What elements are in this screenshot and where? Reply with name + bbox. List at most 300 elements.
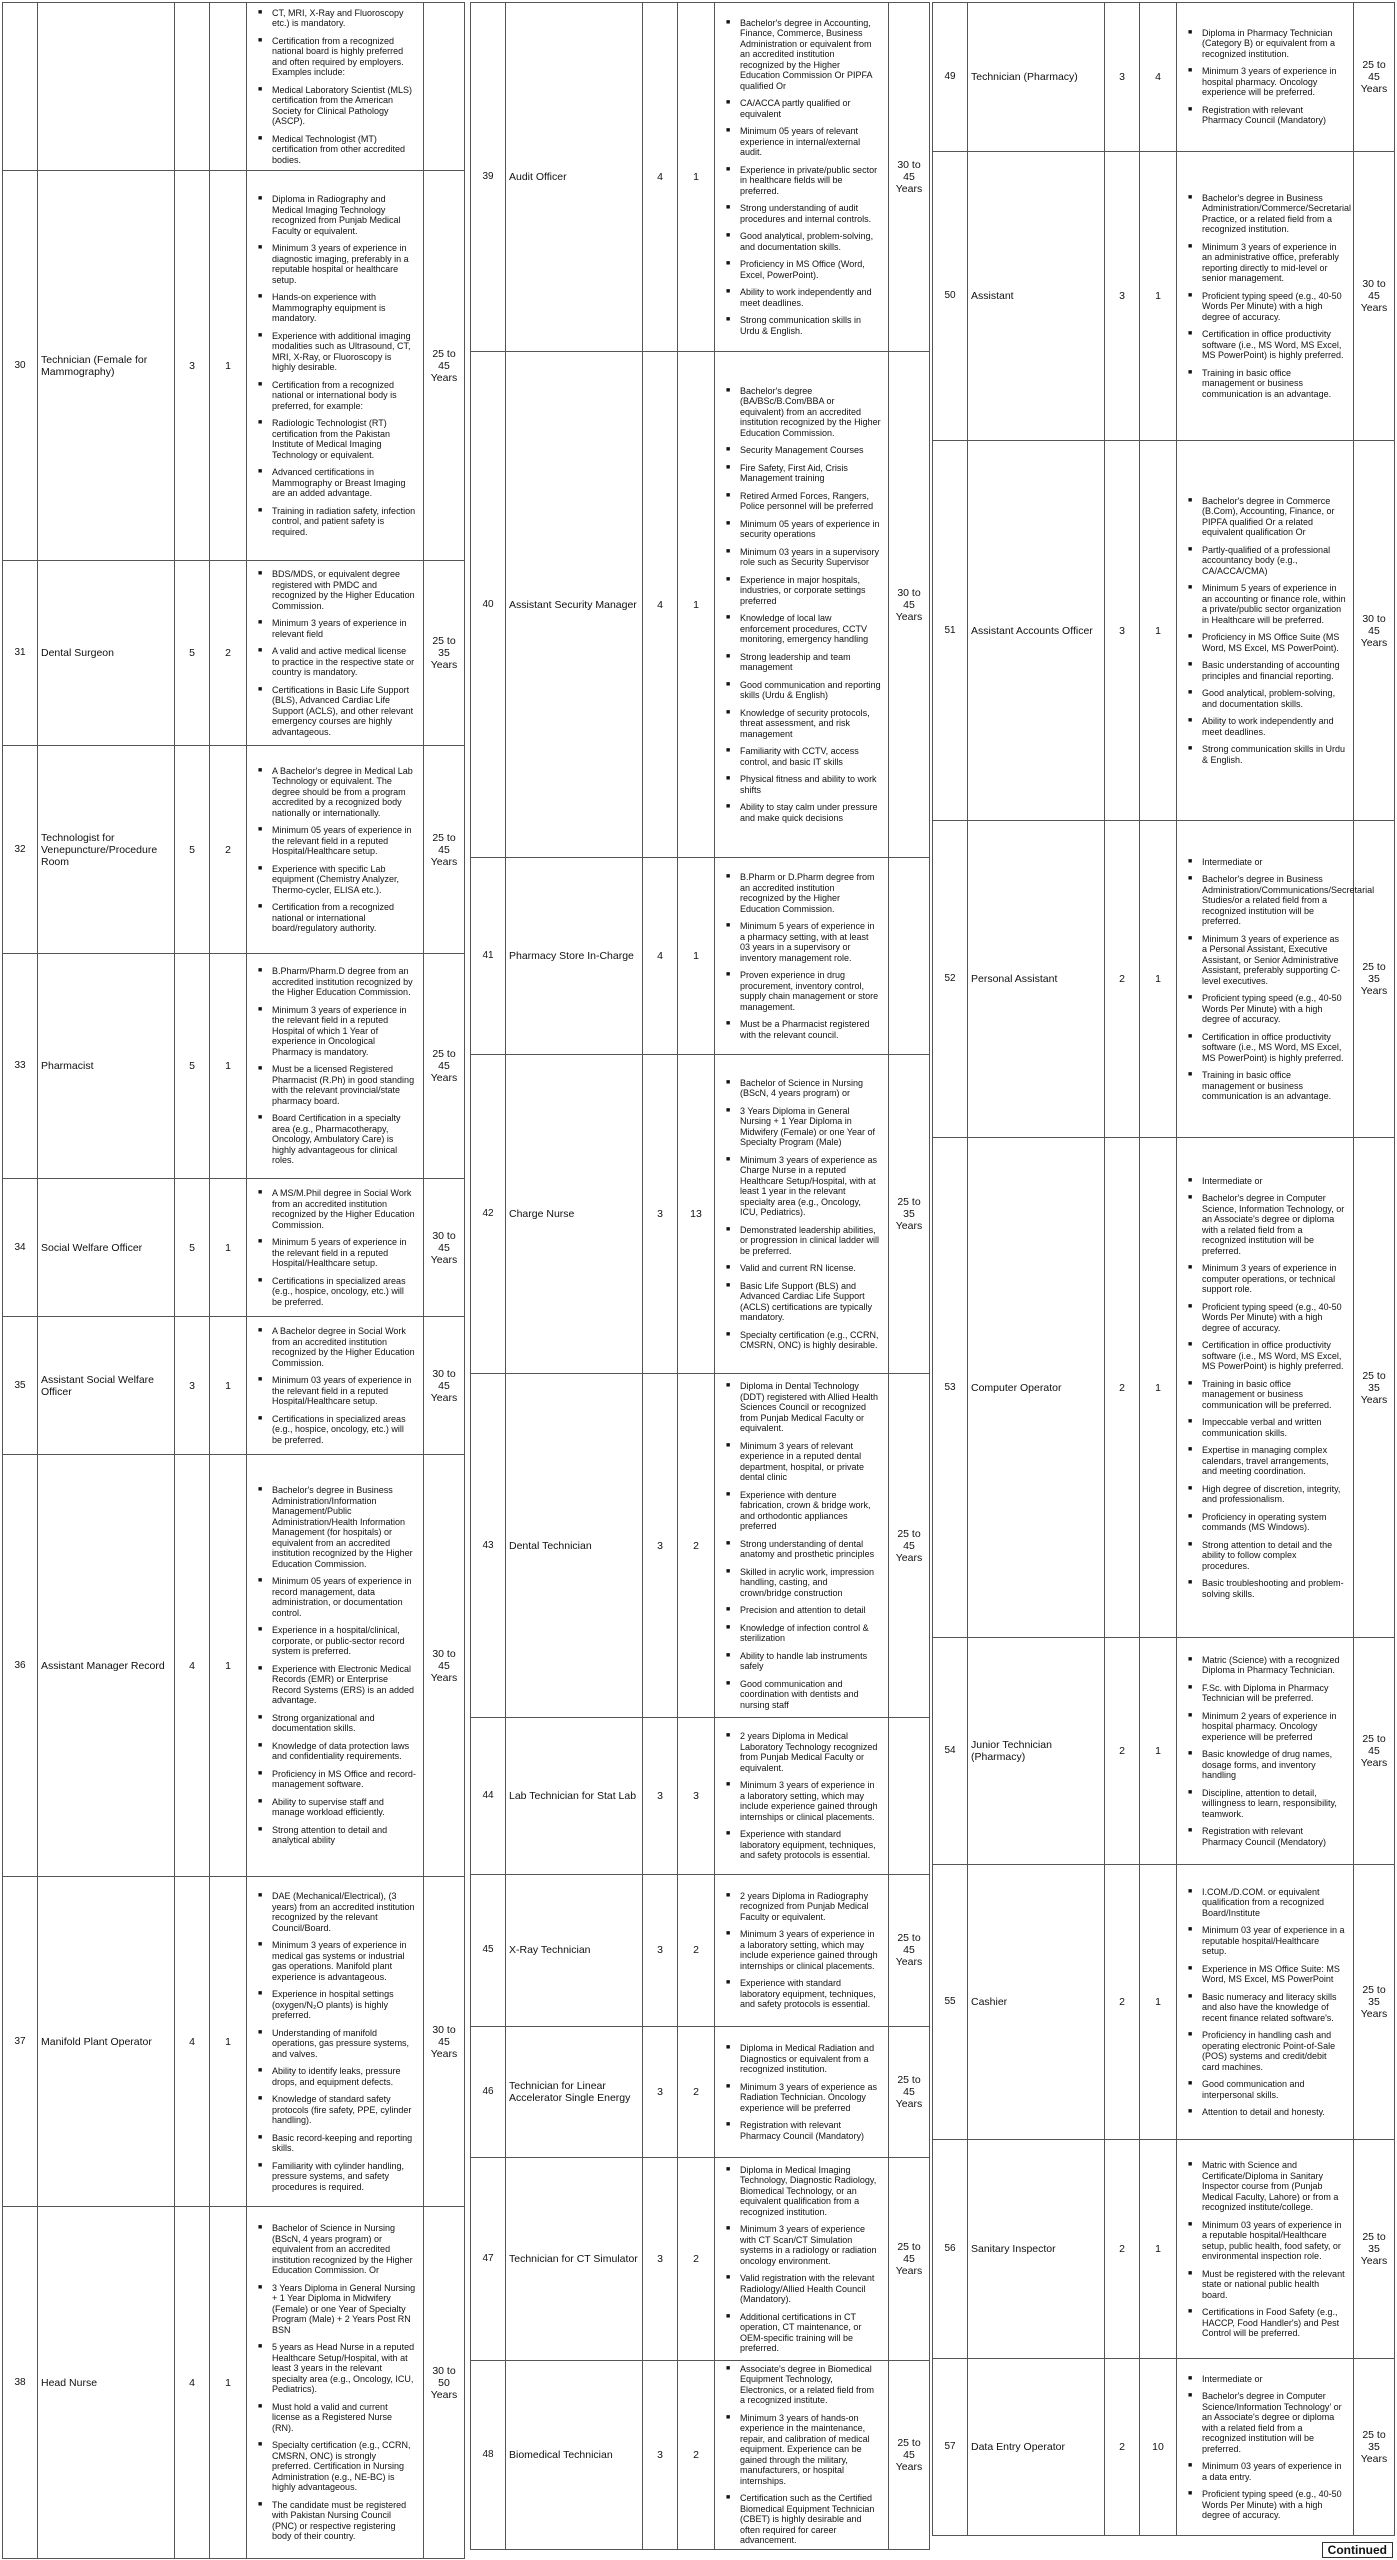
requirement-item: ■ Minimum 3 years of experience in medical gas systems or industrial gas operations. Manifold plant experience is advantageous. (272, 1940, 416, 1982)
requirements-list (1180, 1653, 1350, 1850)
requirements-cell (715, 858, 889, 1055)
requirement-item: ■ Valid registration with the relevant Radiology/Allied Health Council (Mandatory). (740, 2273, 881, 2305)
post-name-cell: Assistant Security Manager (506, 352, 643, 858)
seats-cell: 3 (175, 1317, 210, 1455)
seats-cell: 5 (175, 561, 210, 746)
requirement-item: ■ Familiarity with cylinder handling, pressure systems, and safety procedures is required. (272, 2161, 416, 2193)
age-limit-cell: 25 to 35 Years (1354, 2359, 1395, 2536)
requirement-item: ■ Experience in hospital settings (oxygen/N₂O plants) is highly preferred. (272, 1989, 416, 2021)
serial-number-cell: 33 (3, 954, 38, 1179)
requirement-item: ■ Bachelor's degree in Business Administration/Commerce/Secretarial Practice, or a related field from a recognized institution. (1202, 193, 1346, 235)
requirement-item: ■ Certification from a recognized national or international body is preferred, for example: (272, 380, 416, 412)
requirement-item: ■ Minimum 3 years of experience as Charge Nurse in a reputed Healthcare Setup/Hospital, with at least 1 year in the relevant specialty area (e.g., Oncology, ICU, Pediatrics). (740, 1155, 881, 1218)
requirement-item: ■ Diploma in Medical Imaging Technology, Diagnostic Radiology, Biomedical Technology, or an equivalent qualification from a recognized institution. (740, 2165, 881, 2218)
requirements-list (250, 2221, 420, 2544)
age-limit-cell: 25 to 45 Years (889, 2360, 930, 2549)
requirement-item: ■ Proficiency in MS Office Suite (MS Word, MS Excel, MS PowerPoint). (1202, 632, 1346, 653)
requirements-cell (715, 1055, 889, 1374)
requirement-item: ■ Experience in private/public sector in healthcare fields will be preferred. (740, 165, 881, 197)
seats-cell: 4 (643, 858, 678, 1055)
table-row (933, 151, 1395, 440)
requirement-item: ■ Security Management Courses (740, 445, 881, 456)
vacancies-cell: 2 (678, 2026, 715, 2158)
requirement-item: ■ Ability to handle lab instruments safely (740, 1651, 881, 1672)
requirements-cell (247, 2207, 424, 2559)
seats-cell: 2 (1105, 1637, 1140, 1864)
requirements-list (250, 567, 420, 739)
age-limit-cell: 30 to 45 Years (424, 1179, 465, 1317)
requirement-item: ■ Skilled in acrylic work, impression handling, casting, and crown/bridge construction (740, 1567, 881, 1599)
requirement-item: ■ Minimum 3 years of hands-on experience in the maintenance, repair, and calibration of medical equipment. Experience can be gained through the military, manufacturers, or hospital internships. (740, 2413, 881, 2487)
requirements-list (1180, 2158, 1350, 2341)
post-name-cell: Audit Officer (506, 3, 643, 352)
requirement-item: ■ Physical fitness and ability to work shifts (740, 774, 881, 795)
vacancies-cell: 1 (1140, 1138, 1177, 1638)
serial-number-cell: 44 (471, 1718, 506, 1875)
requirement-item: ■ Valid and current RN license. (740, 1263, 881, 1274)
requirement-item: ■ Bachelor's degree (BA/BSc/B.Com/BBA or equivalent) from an accredited institution recognized by the Higher Education Commission. (740, 386, 881, 439)
requirements-list (1180, 494, 1350, 768)
table-row (471, 3, 930, 352)
requirement-item: ■ Ability to work independently and meet deadlines. (1202, 716, 1346, 737)
table-row (933, 1138, 1395, 1638)
requirement-item: ■ Certification from a recognized national board is highly preferred and often required by employers. Examples include: (272, 36, 416, 78)
requirements-cell (1177, 441, 1354, 821)
requirements-cell (1177, 2359, 1354, 2536)
requirements-cell (715, 1875, 889, 2027)
requirement-item: ■ Strong communication skills in Urdu & English. (740, 315, 881, 336)
requirement-item: ■ Additional certifications in CT operation, CT maintenance, or OEM-specific training will be preferred. (740, 2312, 881, 2354)
requirement-item: ■ Certifications in Basic Life Support (BLS), Advanced Cardiac Life Support (ACLS), and other relevant emergency courses are highly advantageous. (272, 685, 416, 738)
vacancies-cell: 1 (678, 3, 715, 352)
requirement-item: ■ BDS/MDS, or equivalent degree registered with PMDC and recognized by the Higher Education Commission. (272, 569, 416, 611)
table-row (3, 1317, 465, 1455)
requirement-item: ■ Minimum 3 years of relevant experience in a reputed dental department, hospital, or private dental clinic (740, 1441, 881, 1483)
requirement-item: ■ Minimum 5 years of experience in the relevant field in a reputed Hospital/Healthcare setup. (272, 1237, 416, 1269)
requirement-item: ■ Minimum 03 years in a supervisory role such as Security Supervisor (740, 547, 881, 568)
requirement-item: ■ Minimum 05 years of relevant experience in internal/external audit. (740, 126, 881, 158)
seats-cell: 2 (1105, 2140, 1140, 2359)
age-limit-cell: 30 to 45 Years (424, 1317, 465, 1455)
requirements-list (250, 1889, 420, 2194)
requirement-item: ■ Understanding of manifold operations, gas pressure systems, and valves. (272, 2028, 416, 2060)
seats-cell: 2 (1105, 1864, 1140, 2140)
requirement-item: ■ Fire Safety, First Aid, Crisis Management training (740, 463, 881, 484)
post-name-cell: Technician (Pharmacy) (968, 3, 1105, 152)
requirements-cell (715, 352, 889, 858)
requirement-item: ■ Basic Life Support (BLS) and Advanced Cardiac Life Support (ACLS) certifications are typically mandatory. (740, 1281, 881, 1323)
requirement-item: ■ Bachelor's degree in Computer Science, Information Technology, or an Associate's degree or diploma with a related field from a recognized institution will be preferred. (1202, 1193, 1346, 1256)
requirements-cell (247, 1455, 424, 1877)
requirement-item: ■ Knowledge of standard safety protocols (fire safety, PPE, cylinder handling). (272, 2094, 416, 2126)
requirement-item: ■ Attention to detail and honesty. (1202, 2107, 1346, 2118)
requirements-cell (715, 2026, 889, 2158)
requirement-item: ■ Matric (Science) with a recognized Diploma in Pharmacy Technician. (1202, 1655, 1346, 1676)
requirement-item: ■ Must be a licensed Registered Pharmacist (R.Ph) in good standing with the relevant provincial/state pharmacy board. (272, 1064, 416, 1106)
serial-number-cell: 37 (3, 1877, 38, 2207)
requirement-item: ■ Strong communication skills in Urdu & English. (1202, 744, 1346, 765)
serial-number-cell: 41 (471, 858, 506, 1055)
post-name-cell: Pharmacist (38, 954, 175, 1179)
serial-number-cell: 53 (933, 1138, 968, 1638)
requirement-item: ■ Certifications in specialized areas (e.g., hospice, oncology, etc.) will be preferred. (272, 1276, 416, 1308)
requirement-item: ■ Minimum 3 years of experience with CT Scan/CT Simulation systems in a radiology or radiation oncology environment. (740, 2224, 881, 2266)
requirement-item: ■ Partly-qualified of a professional accountancy body (e.g., CA/ACCA/CMA) (1202, 545, 1346, 577)
requirement-item: ■ Experience with denture fabrication, crown & bridge work, and orthodontic appliances preferred (740, 1490, 881, 1532)
requirement-item: ■ Basic record-keeping and reporting skills. (272, 2133, 416, 2154)
requirements-cell (247, 3, 424, 171)
vacancies-cell: 1 (210, 1455, 247, 1877)
requirement-item: ■ Certification such as the Certified Biomedical Equipment Technician (CBET) is highly desirable and often required for career advancement. (740, 2493, 881, 2546)
requirement-item: ■ Basic troubleshooting and problem-solving skills. (1202, 1578, 1346, 1599)
requirement-item: ■ Proficient typing speed (e.g., 40-50 Words Per Minute) with a high degree of accuracy. (1202, 1302, 1346, 1334)
table-row (933, 2359, 1395, 2536)
requirement-item: ■ Discipline, attention to detail, willingness to learn, responsibility, teamwork. (1202, 1788, 1346, 1820)
requirement-item: ■ Minimum 3 years of experience in a laboratory setting, which may include experience gained through internships or clinical placements. (740, 1780, 881, 1822)
requirement-item: ■ Basic understanding of accounting principles and financial reporting. (1202, 660, 1346, 681)
post-name-cell: Technician (Female for Mammography) (38, 171, 175, 561)
age-limit-cell: 30 to 45 Years (1354, 441, 1395, 821)
post-name-cell: Dental Technician (506, 1374, 643, 1718)
requirement-item: ■ Strong understanding of dental anatomy and prosthetic principles (740, 1539, 881, 1560)
requirement-item: ■ Diploma in Dental Technology (DDT) registered with Allied Health Sciences Council or recognized from Punjab Medical Faculty or equivalent. (740, 1381, 881, 1434)
requirement-item: ■ Advanced certifications in Mammography or Breast Imaging are an added advantage. (272, 467, 416, 499)
seats-cell: 3 (175, 171, 210, 561)
requirements-list (718, 1729, 885, 1863)
vacancies-cell: 2 (678, 1875, 715, 2027)
requirement-item: ■ Certification in office productivity software (i.e., MS Word, MS Excel, MS PowerPoint) is highly preferred. (1202, 1340, 1346, 1372)
vacancies-cell: 1 (210, 2207, 247, 2559)
requirement-item: ■ Intermediate or (1202, 1176, 1346, 1187)
requirement-item: ■ Proficient typing speed (e.g., 40-50 Words Per Minute) with a high degree of accuracy. (1202, 2489, 1346, 2521)
requirement-item: ■ Proficiency in handling cash and operating electronic Point-of-Sale (POS) systems and credit/debit card machines. (1202, 2030, 1346, 2072)
seats-cell: 2 (1105, 2359, 1140, 2536)
requirements-list (718, 2041, 885, 2143)
vacancies-cell: 2 (678, 1374, 715, 1718)
table-column-1 (2, 2, 465, 2558)
age-limit-cell: 25 to 45 Years (889, 1374, 930, 1718)
requirement-item: ■ B.Pharm/Pharm.D degree from an accredited institution recognized by the Higher Education Commission. (272, 966, 416, 998)
requirement-item: ■ 3 Years Diploma in General Nursing + 1 Year Diploma in Midwifery (Female) or one Year of Specialty Program (Male) (740, 1106, 881, 1148)
requirements-list (1180, 1174, 1350, 1602)
requirements-list (250, 1324, 420, 1447)
requirements-list (250, 764, 420, 936)
seats-cell: 3 (1105, 441, 1140, 821)
serial-number-cell: 57 (933, 2359, 968, 2536)
requirement-item: ■ Ability to supervise staff and manage workload efficiently. (272, 1797, 416, 1818)
requirement-item: ■ Training in basic office management or business communication is an advantage. (1202, 368, 1346, 400)
table-column-3 (932, 2, 1395, 2536)
requirement-item: ■ Experience with specific Lab equipment (Chemistry Analyzer, Thermo-cycler, ELISA etc.). (272, 864, 416, 896)
serial-number-cell: 39 (471, 3, 506, 352)
requirement-item: ■ 3 Years Diploma in General Nursing + 1 Year Diploma in Midwifery (Female) or one Year of Specialty Program (Male) + 2 Years Post RN BSN (272, 2283, 416, 2336)
requirement-item: ■ Associate's degree in Biomedical Equipment Technology, Electronics, or a related field from a recognized institute. (740, 2364, 881, 2406)
requirement-item: ■ Good analytical, problem-solving, and documentation skills. (1202, 688, 1346, 709)
requirement-item: ■ A valid and active medical license to practice in the respective state or country is mandatory. (272, 646, 416, 678)
serial-number-cell: 55 (933, 1864, 968, 2140)
vacancies-cell: 1 (210, 1877, 247, 2207)
serial-number-cell: 30 (3, 171, 38, 561)
requirement-item: ■ Minimum 3 years of experience in relevant field (272, 618, 416, 639)
serial-number-cell: 34 (3, 1179, 38, 1317)
seats-cell: 4 (643, 3, 678, 352)
requirement-item: ■ Intermediate or (1202, 2374, 1346, 2385)
requirement-item: ■ Proven experience in drug procurement, inventory control, supply chain management or store management. (740, 970, 881, 1012)
requirement-item: ■ Medical Technologist (MT) certification from other accredited bodies. (272, 134, 416, 166)
requirement-item: ■ Diploma in Radiography and Medical Imaging Technology recognized from Punjab Medical Faculty or equivalent. (272, 194, 416, 236)
vacancies-cell: 1 (1140, 820, 1177, 1137)
requirement-item: ■ Demonstrated leadership abilities, or progression in clinical ladder will be preferred. (740, 1225, 881, 1257)
requirement-item: ■ Minimum 03 years of experience in a reputable hospital/Healthcare setup, public health, food safety, or environmental inspection role. (1202, 2220, 1346, 2262)
requirement-item: ■ Knowledge of local law enforcement procedures, CCTV monitoring, emergency handling (740, 613, 881, 645)
requirement-item: ■ Minimum 3 years of experience in an administrative office, preferably reporting directly to mid-level or senior management. (1202, 242, 1346, 284)
requirement-item: ■ Must hold a valid and current license as a Registered Nurse (RN). (272, 2402, 416, 2434)
requirement-item: ■ Bachelor's degree in Accounting, Finance, Commerce, Business Administration or equivalent from an accredited institution recognized by the Higher Education Commission Or PIPFA qualified Or (740, 18, 881, 92)
table-row (3, 1179, 465, 1317)
requirement-item: ■ Ability to stay calm under pressure and make quick decisions (740, 802, 881, 823)
requirement-item: ■ Proficiency in operating system commands (MS Windows). (1202, 1512, 1346, 1533)
seats-cell (175, 3, 210, 171)
vacancies-cell: 1 (1140, 151, 1177, 440)
requirement-item: ■ Bachelor's degree in Computer Science/Information Technology’ or an Associate's degree or diploma with a related field from a recognized institution will be preferred. (1202, 2391, 1346, 2454)
post-name-cell: Head Nurse (38, 2207, 175, 2559)
seats-cell: 3 (643, 1055, 678, 1374)
seats-cell: 5 (175, 1179, 210, 1317)
requirements-cell (1177, 2140, 1354, 2359)
requirement-item: ■ Strong attention to detail and the ability to follow complex procedures. (1202, 1540, 1346, 1572)
serial-number-cell: 32 (3, 746, 38, 954)
table-row (3, 2207, 465, 2559)
requirements-cell (1177, 151, 1354, 440)
requirement-item: ■ Minimum 03 years of experience in the relevant field in a reputed Hospital/Healthcare setup. (272, 1375, 416, 1407)
table-row (3, 1455, 465, 1877)
post-name-cell: Personal Assistant (968, 820, 1105, 1137)
requirement-item: ■ Minimum 3 years of experience in hospital pharmacy. Oncology experience will be preferred. (1202, 66, 1346, 98)
seats-cell: 4 (175, 2207, 210, 2559)
requirement-item: ■ Bachelor of Science in Nursing (BScN, 4 years program) or equivalent from an accredited institution recognized by the Higher Education Commission. Or (272, 2223, 416, 2276)
age-limit-cell: 25 to 35 Years (1354, 2140, 1395, 2359)
requirement-item: ■ Registration with relevant Pharmacy Council (Mendatory) (1202, 1826, 1346, 1847)
vacancies-cell: 10 (1140, 2359, 1177, 2536)
requirement-item: ■ Board Certification in a specialty area (e.g., Pharmacotherapy, Oncology, Ambulatory Care) is highly advantageous for clinical roles. (272, 1113, 416, 1166)
table-row (3, 746, 465, 954)
requirements-cell (715, 1374, 889, 1718)
requirement-item: ■ Ability to work independently and meet deadlines. (740, 287, 881, 308)
post-name-cell: Technician for CT Simulator (506, 2158, 643, 2360)
age-limit-cell: 25 to 35 Years (1354, 1138, 1395, 1638)
age-limit-cell: 25 to 45 Years (889, 2158, 930, 2360)
age-limit-cell: 30 to 45 Years (1354, 151, 1395, 440)
requirements-list (718, 2163, 885, 2356)
requirement-item: ■ Expertise in managing complex calendars, travel arrangements, and meeting coordination. (1202, 1445, 1346, 1477)
serial-number-cell: 46 (471, 2026, 506, 2158)
requirement-item: ■ Registration with relevant Pharmacy Council (Mandatory) (1202, 105, 1346, 126)
seats-cell: 3 (1105, 151, 1140, 440)
age-limit-cell: 30 to 45 Years (424, 1877, 465, 2207)
age-limit-cell (889, 1718, 930, 1875)
serial-number-cell: 47 (471, 2158, 506, 2360)
requirement-item: ■ A MS/M.Phil degree in Social Work from an accredited institution recognized by the Higher Education Commission. (272, 1188, 416, 1230)
post-name-cell: Assistant Social Welfare Officer (38, 1317, 175, 1455)
requirement-item: ■ Minimum 5 years of experience in a pharmacy setting, with at least 03 years in a supervisory or inventory management role. (740, 921, 881, 963)
requirement-item: ■ Registration with relevant Pharmacy Council (Mandatory) (740, 2120, 881, 2141)
requirement-item: ■ Minimum 05 years of experience in security operations (740, 519, 881, 540)
requirement-item: ■ Minimum 5 years of experience in an accounting or finance role, within a private/public sector organization in Healthcare will be preferred. (1202, 583, 1346, 625)
post-name-cell: Sanitary Inspector (968, 2140, 1105, 2359)
seats-cell: 3 (643, 2360, 678, 2549)
vacancies-cell: 1 (1140, 1637, 1177, 1864)
requirement-item: ■ Radiologic Technologist (RT) certification from the Pakistan Institute of Medical Imaging Technology or equivalent. (272, 418, 416, 460)
requirements-cell (1177, 1637, 1354, 1864)
requirements-cell (1177, 1138, 1354, 1638)
requirement-item: ■ Minimum 3 years of experience in diagnostic imaging, preferably in a reputable hospital or healthcare setup. (272, 243, 416, 285)
serial-number-cell: 49 (933, 3, 968, 152)
serial-number-cell: 43 (471, 1374, 506, 1718)
requirement-item: ■ Experience in major hospitals, industries, or corporate settings preferred (740, 575, 881, 607)
serial-number-cell: 50 (933, 151, 968, 440)
requirements-cell (247, 171, 424, 561)
requirements-list (250, 1186, 420, 1309)
requirements-list (1180, 1885, 1350, 2120)
requirements-list (250, 6, 420, 168)
seats-cell: 2 (1105, 820, 1140, 1137)
table-row (933, 820, 1395, 1137)
table-row (471, 2360, 930, 2549)
jobs-table (932, 2, 1395, 2536)
requirements-cell (247, 1179, 424, 1317)
age-limit-cell: 30 to 45 Years (889, 352, 930, 858)
vacancies-cell: 2 (678, 2158, 715, 2360)
serial-number-cell (3, 3, 38, 171)
requirement-item: ■ Precision and attention to detail (740, 1605, 881, 1616)
age-limit-cell: 25 to 45 Years (889, 2026, 930, 2158)
serial-number-cell: 42 (471, 1055, 506, 1374)
seats-cell: 3 (643, 1875, 678, 2027)
requirement-item: ■ Good communication and coordination with dentists and nursing staff (740, 1679, 881, 1711)
age-limit-cell: 25 to 45 Years (1354, 1637, 1395, 1864)
age-limit-cell: 25 to 45 Years (424, 954, 465, 1179)
requirement-item: ■ Certification in office productivity software (i.e., MS Word, MS Excel, MS PowerPoint) is highly preferred. (1202, 329, 1346, 361)
post-name-cell: Technologist for Venepuncture/Procedure Room (38, 746, 175, 954)
table-row (471, 1718, 930, 1875)
age-limit-cell: 30 to 45 Years (424, 1455, 465, 1877)
vacancies-cell: 2 (678, 2360, 715, 2549)
requirement-item: ■ B.Pharm or D.Pharm degree from an accredited institution recognized by the Higher Education Commission. (740, 872, 881, 914)
post-name-cell (38, 3, 175, 171)
post-name-cell: Charge Nurse (506, 1055, 643, 1374)
vacancies-cell: 1 (210, 1317, 247, 1455)
post-name-cell: Lab Technician for Stat Lab (506, 1718, 643, 1875)
serial-number-cell: 36 (3, 1455, 38, 1877)
table-row (471, 1055, 930, 1374)
table-row (3, 561, 465, 746)
table-row (3, 3, 465, 171)
requirement-item: ■ High degree of discretion, integrity, and professionalism. (1202, 1484, 1346, 1505)
jobs-table (2, 2, 465, 2559)
seats-cell: 5 (175, 746, 210, 954)
requirement-item: ■ Minimum 3 years of experience in a laboratory setting, which may include experience gained through internships or clinical placements. (740, 1929, 881, 1971)
requirement-item: ■ Training in basic office management or business communication will be preferred. (1202, 1379, 1346, 1411)
requirement-item: ■ Familiarity with CCTV, access control, and basic IT skills (740, 746, 881, 767)
requirements-cell (1177, 3, 1354, 152)
requirement-item: ■ Proficient typing speed (e.g., 40-50 Words Per Minute) with a high degree of accuracy. (1202, 291, 1346, 323)
requirement-item: ■ Minimum 05 years of experience in record management, data administration, or documentation control. (272, 1576, 416, 1618)
post-name-cell: Biomedical Technician (506, 2360, 643, 2549)
seats-cell: 3 (643, 1718, 678, 1875)
requirement-item: ■ Bachelor's degree in Commerce (B.Com), Accounting, Finance, or PIPFA qualified Or a related equivalent qualification Or (1202, 496, 1346, 538)
requirement-item: ■ 2 years Diploma in Medical Laboratory Technology recognized from Punjab Medical Faculty or equivalent. (740, 1731, 881, 1773)
age-limit-cell (889, 858, 930, 1055)
requirements-list (718, 384, 885, 826)
requirements-list (718, 16, 885, 339)
vacancies-cell: 4 (1140, 3, 1177, 152)
post-name-cell: Computer Operator (968, 1138, 1105, 1638)
post-name-cell: Assistant Accounts Officer (968, 441, 1105, 821)
requirement-item: ■ Diploma in Pharmacy Technician (Category B) or equivalent from a recognized institution. (1202, 28, 1346, 60)
table-row (471, 2158, 930, 2360)
requirement-item: ■ Minimum 3 years of experience in the relevant field in a reputed Hospital of which 1 Year of experience in Oncological Pharmacy is mandatory. (272, 1005, 416, 1058)
requirements-list (250, 1483, 420, 1848)
requirement-item: ■ Certifications in Food Safety (e.g., HACCP, Food Handler's) and Pest Control will be preferred. (1202, 2307, 1346, 2339)
serial-number-cell: 35 (3, 1317, 38, 1455)
table-row (933, 2140, 1395, 2359)
requirement-item: ■ 5 years as Head Nurse in a reputed Healthcare Setup/Hospital, with at least 3 years in the relevant specialty area (e.g., Oncology, ICU, Pediatrics). (272, 2342, 416, 2395)
table-column-2 (470, 2, 930, 2550)
vacancies-cell (210, 3, 247, 171)
seats-cell: 5 (175, 954, 210, 1179)
requirement-item: ■ Basic numeracy and literacy skills and also have the knowledge of recent finance related software's. (1202, 1992, 1346, 2024)
vacancies-cell: 1 (678, 352, 715, 858)
requirements-cell (247, 1877, 424, 2207)
requirements-cell (247, 746, 424, 954)
requirement-item: ■ Good communication and interpersonal skills. (1202, 2079, 1346, 2100)
requirement-item: ■ Strong understanding of audit procedures and internal controls. (740, 203, 881, 224)
requirement-item: ■ CT, MRI, X-Ray and Fluoroscopy etc.) is mandatory. (272, 8, 416, 29)
serial-number-cell: 54 (933, 1637, 968, 1864)
post-name-cell: Cashier (968, 1864, 1105, 2140)
requirements-cell (1177, 1864, 1354, 2140)
requirement-item: ■ Experience with standard laboratory equipment, techniques, and safety protocols is essential. (740, 1978, 881, 2010)
table-row (933, 1864, 1395, 2140)
age-limit-cell: 25 to 45 Years (424, 746, 465, 954)
requirement-item: ■ Impeccable verbal and written communication skills. (1202, 1417, 1346, 1438)
requirements-list (1180, 26, 1350, 128)
serial-number-cell: 40 (471, 352, 506, 858)
age-limit-cell: 25 to 35 Years (424, 561, 465, 746)
requirement-item: ■ Hands-on experience with Mammography equipment is mandatory. (272, 292, 416, 324)
requirement-item: ■ Minimum 03 year of experience in a reputable hospital/Healthcare setup. (1202, 1925, 1346, 1957)
requirement-item: ■ Knowledge of data protection laws and confidentiality requirements. (272, 1741, 416, 1762)
requirement-item: ■ F.Sc. with Diploma in Pharmacy Technician will be preferred. (1202, 1683, 1346, 1704)
requirement-item: ■ Proficiency in MS Office (Word, Excel, PowerPoint). (740, 259, 881, 280)
requirement-item: ■ Training in basic office management or business communication is an advantage. (1202, 1070, 1346, 1102)
requirement-item: ■ Proficiency in MS Office and record-management software. (272, 1769, 416, 1790)
requirement-item: ■ Ability to identify leaks, pressure drops, and equipment defects. (272, 2066, 416, 2087)
requirements-list (1180, 2372, 1350, 2523)
post-name-cell: Social Welfare Officer (38, 1179, 175, 1317)
post-name-cell: Manifold Plant Operator (38, 1877, 175, 2207)
vacancies-cell: 1 (210, 1179, 247, 1317)
requirements-list (250, 192, 420, 539)
table-row (3, 171, 465, 561)
vacancies-cell: 3 (678, 1718, 715, 1875)
requirement-item: ■ Medical Laboratory Scientist (MLS) certification from the American Society for Clinical Pathology (ASCP). (272, 85, 416, 127)
requirement-item: ■ Experience with standard laboratory equipment, techniques, and safety protocols is essential. (740, 1829, 881, 1861)
seats-cell: 4 (175, 1455, 210, 1877)
requirement-item: ■ Strong leadership and team management (740, 652, 881, 673)
vacancies-cell: 1 (1140, 441, 1177, 821)
table-row (471, 2026, 930, 2158)
